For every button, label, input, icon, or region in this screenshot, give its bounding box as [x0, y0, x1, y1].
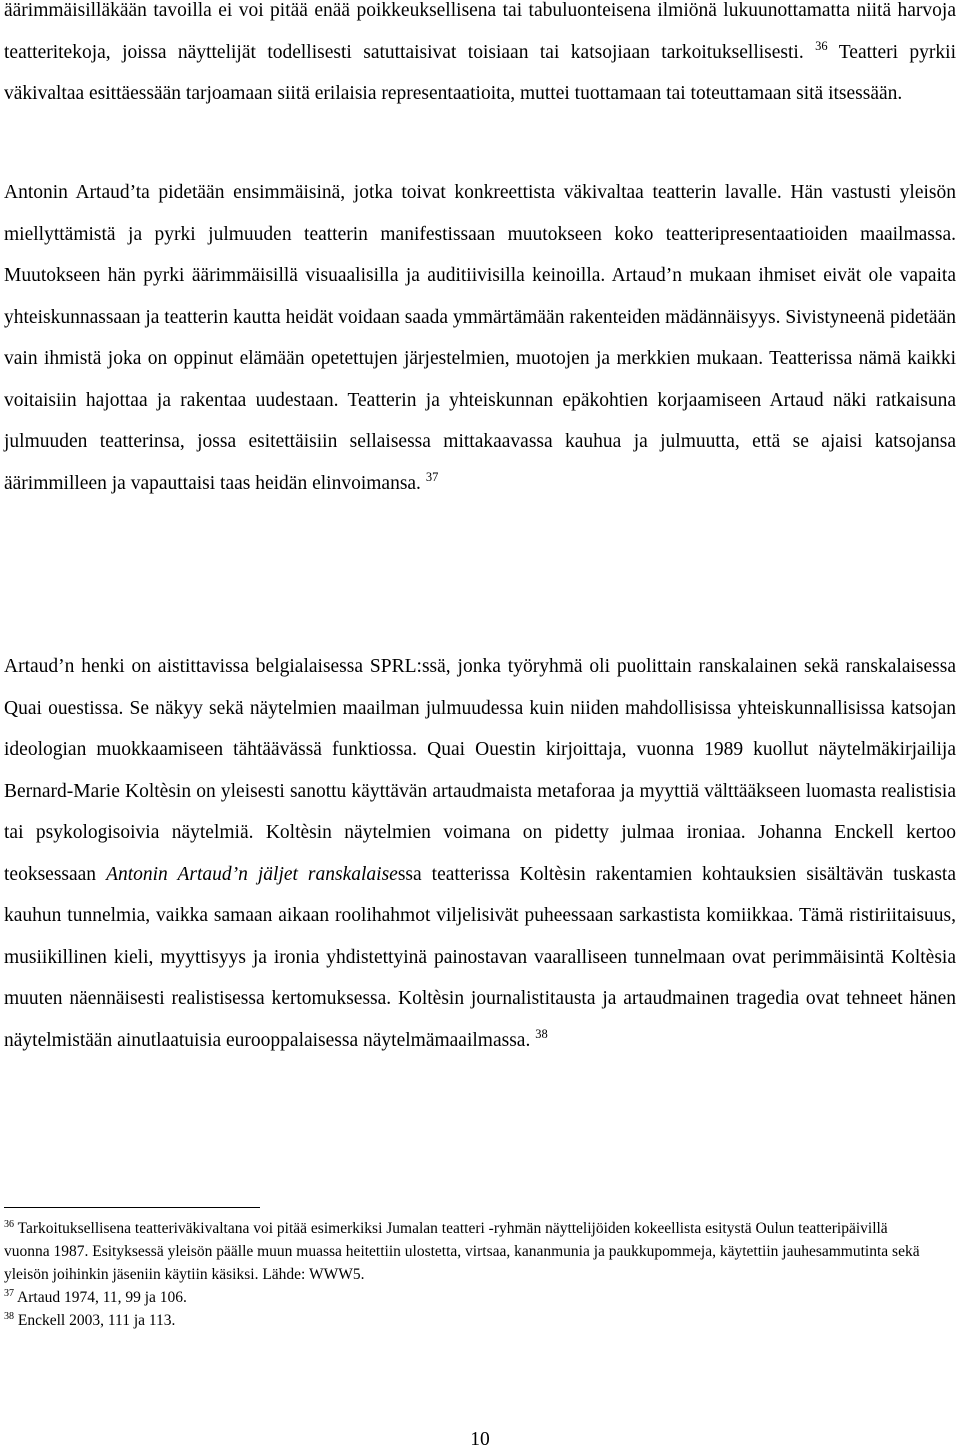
paragraph-text: Artaud’n henki on aistittavissa belgialaisessa SPRL:ssä, jonka työryhmä oli puolittain ranskalainen sekä ranskalaisessa Quai ouestissa. Se näkyy sekä näytelmien maailman julmuudessa kuin niiden mahdollisissa yhteiskunnallisissa katsojan ideologian muokkaamiseen tähtäävässä funktiossa. Quai Ouestin kirjoittaja, vuonna 1989 kuollut näytelmäkirjailija Bernard-Marie Koltèsin on yleisesti sanottu käyttävän artaudmaista metaforaa ja myyttiä välttääkseen luomasta realistisia tai psykologisoivia näytelmiä. Koltèsin näytelmien voimana on pidetty julmaa ironiaa. Johanna Enckell kertoo teoksessaan: [4, 656, 956, 885]
paragraph-text: Teatteri pyrkii väkivaltaa esittäessään tarjoamaan siitä erilaisia representaatioita, muttei tuottamaan tai toteuttamaan sitä itsessään.: [4, 41, 957, 104]
paragraph-text: ssa teatterissa Koltèsin rakentamien kohtauksien sisältävän tuskasta kauhun tunnelmia, vaikka samaan aikaan roolihahmot viljelisivät puheessaan sarkastista komiikkaa. Tämä ristiriitaisuus, musiikillinen kieli, myyttisyys ja ironia yhdistettyinä painostavan vaaralliseen tunnelmaan ovat perimmäisintä Koltèsia muuten näennäisesti realistisessa kertomuksessa. Koltèsin journalistitausta ja artaudmainen tragedia ovat tehneet hänen näytelmistään ainutlaatuisia eurooppalaisessa näytelmämaailmassa.: [4, 863, 956, 1051]
body-paragraph-3: [4, 646, 956, 1061]
footnotes: [4, 1217, 934, 1332]
footnote-text: Tarkoituksellisena teatteriväkivaltana voi pitää esimerkiksi Jumalan teatteri -ryhmän näyttelijöiden kokeellista esitystä Oulun teatteripäivillä vuonna 1987. Esityksessä yleisön päälle muun muassa heitettiin ulostetta, virtsaa, kananmunia ja paukkupommeja, käytettiin jauhesammutinta sekä yleisön joihinkin jäseniin käytiin käsiksi. Lähde: WWW5.: [4, 1220, 920, 1283]
footnote-number: 38: [4, 1311, 14, 1322]
paragraph-text: Antonin Artaud’ta pidetään ensimmäisinä, jotka toivat konkreettista väkivaltaa teatterin lavalle. Hän vastusti yleisön miellyttämistä ja pyrki julmuuden teatterin manifestissaan muutokseen koko teatteripresentaatioiden maailmassa. Muutokseen hän pyrki äärimmäisillä visuaalisilla ja auditiivisilla keinoilla. Artaud’n mukaan ihmiset eivät ole vapaita yhteiskunnassaan ja teatterin kautta heidät voidaan saada ymmärtämään rakenteiden mädännäisyys. Sivistyneenä pidetään vain ihmistä joka on oppinut elämään opetettujen järjestelmien, muotojen ja merkkien mukaan. Teatterissa nämä kaikki voitaisiin hajottaa ja rakentaa uudestaan. Teatterin ja yhteiskunnan epäkohtien korjaamiseen Artaud näki ratkaisuna julmuuden teatterinsa, jossa esitettäisiin sellaisessa mittakaavassa kauhua ja julmuutta, että se ajaisi katsojansa äärimmilleen ja vapauttaisi taas heidän elinvoimansa.: [4, 182, 956, 494]
footnote-38: [4, 1309, 934, 1332]
footnote-number: 37: [4, 1288, 14, 1299]
body-paragraph-2: [4, 172, 956, 504]
page-number: 10: [470, 1429, 490, 1450]
footnote-36: [4, 1217, 934, 1286]
paragraph-text: äärimmäisilläkään tavoilla ei voi pitää enää poikkeuksellisena tai tabuluonteisena ilmiönä lukuunottamatta niitä harvoja teatteritekoja, joissa näyttelijät todellisesti satuttaisivat toisiaan tai katsojiaan tarkoituksellisesti.: [4, 0, 956, 63]
footnote-text: Artaud 1974, 11, 99 ja 106.: [17, 1289, 187, 1306]
footnote-reference-36[interactable]: 36: [815, 38, 828, 53]
footnote-text: Enckell 2003, 111 ja 113.: [17, 1312, 176, 1329]
book-title: Antonin Artaud’n jäljet ranskalaise: [106, 863, 398, 885]
footnote-number: 36: [4, 1219, 14, 1230]
footnote-reference-37[interactable]: 37: [425, 469, 439, 484]
footnote-separator: [4, 1207, 260, 1208]
footnote-37: [4, 1286, 934, 1309]
footnote-reference-38[interactable]: 38: [535, 1026, 548, 1041]
body-paragraph-1: [4, 0, 956, 115]
